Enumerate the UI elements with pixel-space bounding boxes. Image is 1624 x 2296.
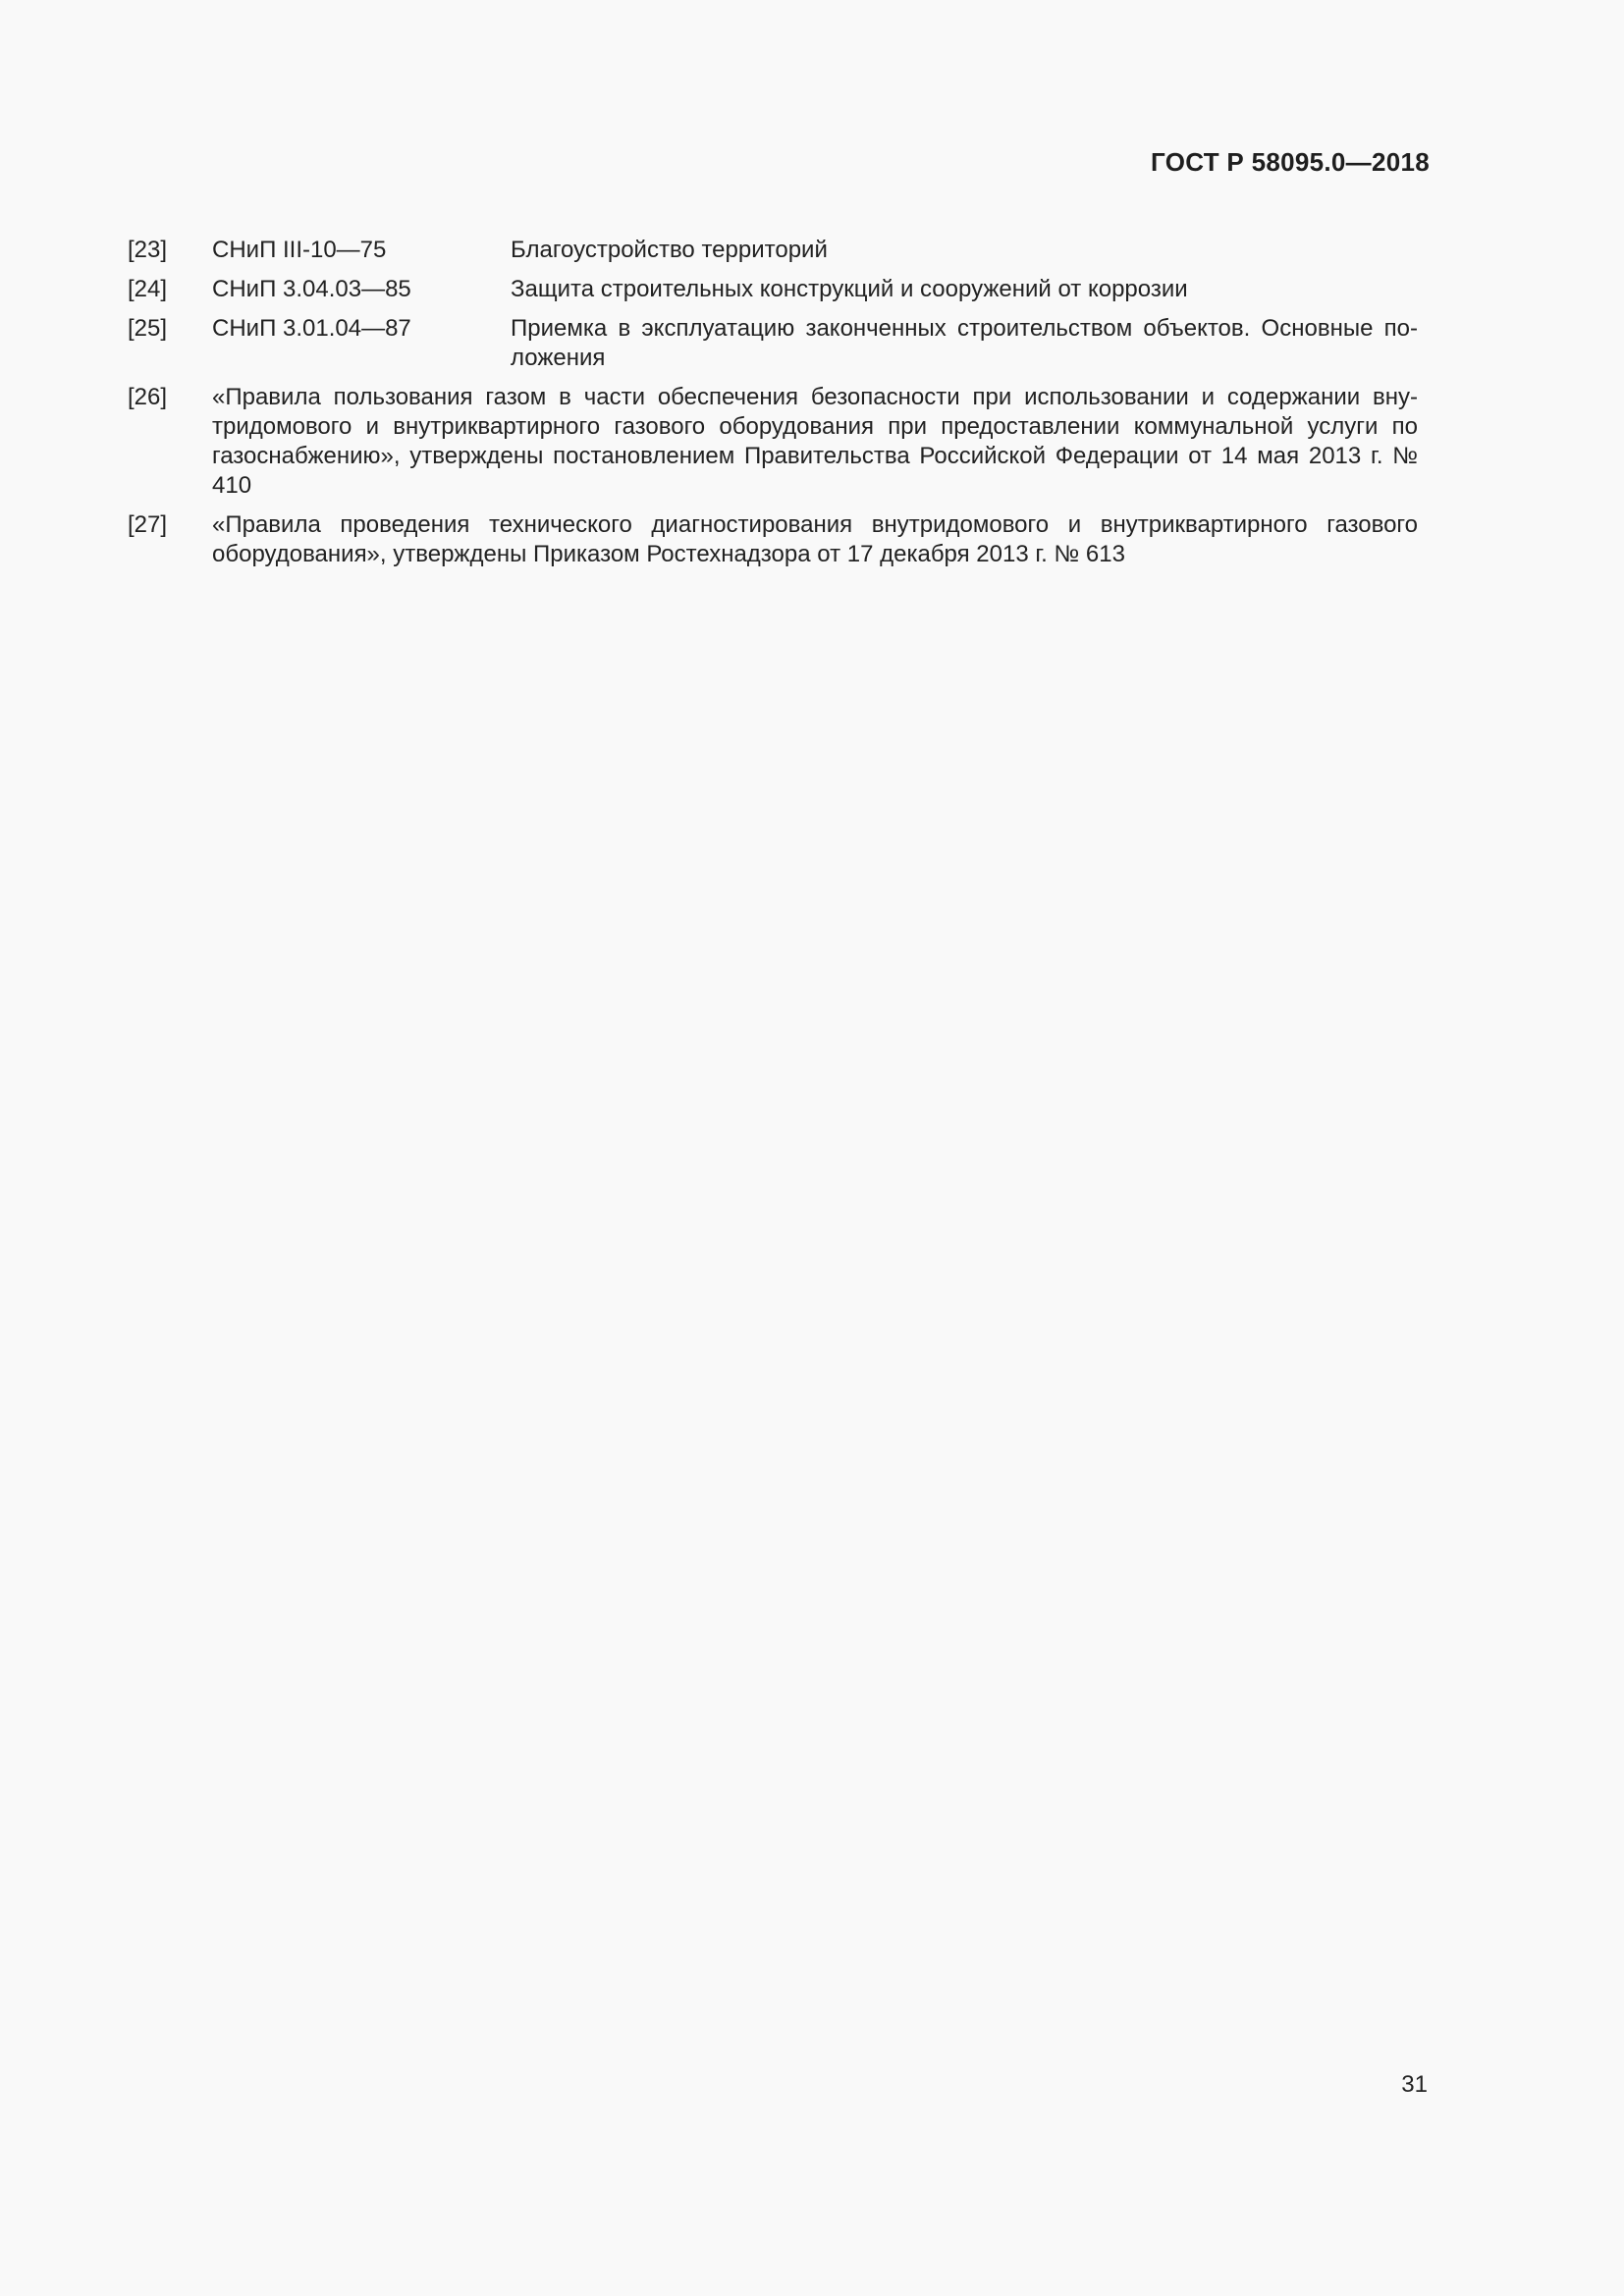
reference-text: «Правила проведения технического диагностирования внутридомового и внутриквартирного газового оборудования», утверждены Приказом Ростехнадзора от 17 декабря 2013 г. № 613 (212, 511, 1418, 567)
reference-title: Благоустройство территорий (511, 237, 828, 263)
reference-text: «Правила пользования газом в части обеспечения безопасности при использовании и содержании внутридомового и внутриквартирного газового оборудования при предоставлении коммунальной услуги по газоснабжению», утверждены постановлением Правительства Российской Федерации от 14 мая 2013 г. № 410 (212, 384, 1418, 499)
bibliography-list (128, 236, 1418, 579)
reference-item-26 (128, 383, 1418, 501)
reference-number: [26] (128, 384, 168, 410)
reference-number: [25] (128, 315, 168, 342)
reference-code: СНиП 3.04.03—85 (212, 276, 411, 302)
reference-item-24 (128, 275, 1418, 304)
document-code-header: ГОСТ Р 58095.0—2018 (1151, 147, 1430, 177)
reference-item-25 (128, 314, 1418, 373)
reference-item-23 (128, 236, 1418, 265)
reference-title: Защита строительных конструкций и сооружений от коррозии (511, 276, 1188, 302)
reference-code: СНиП 3.01.04—87 (212, 315, 411, 342)
reference-code: СНиП III-10—75 (212, 237, 387, 263)
reference-number: [23] (128, 237, 168, 263)
reference-item-27 (128, 510, 1418, 569)
reference-number: [27] (128, 511, 168, 538)
reference-number: [24] (128, 276, 168, 302)
reference-title: Приемка в эксплуатацию законченных строительством объектов. Основные положения (511, 315, 1418, 371)
page-number: 31 (1401, 2071, 1428, 2098)
